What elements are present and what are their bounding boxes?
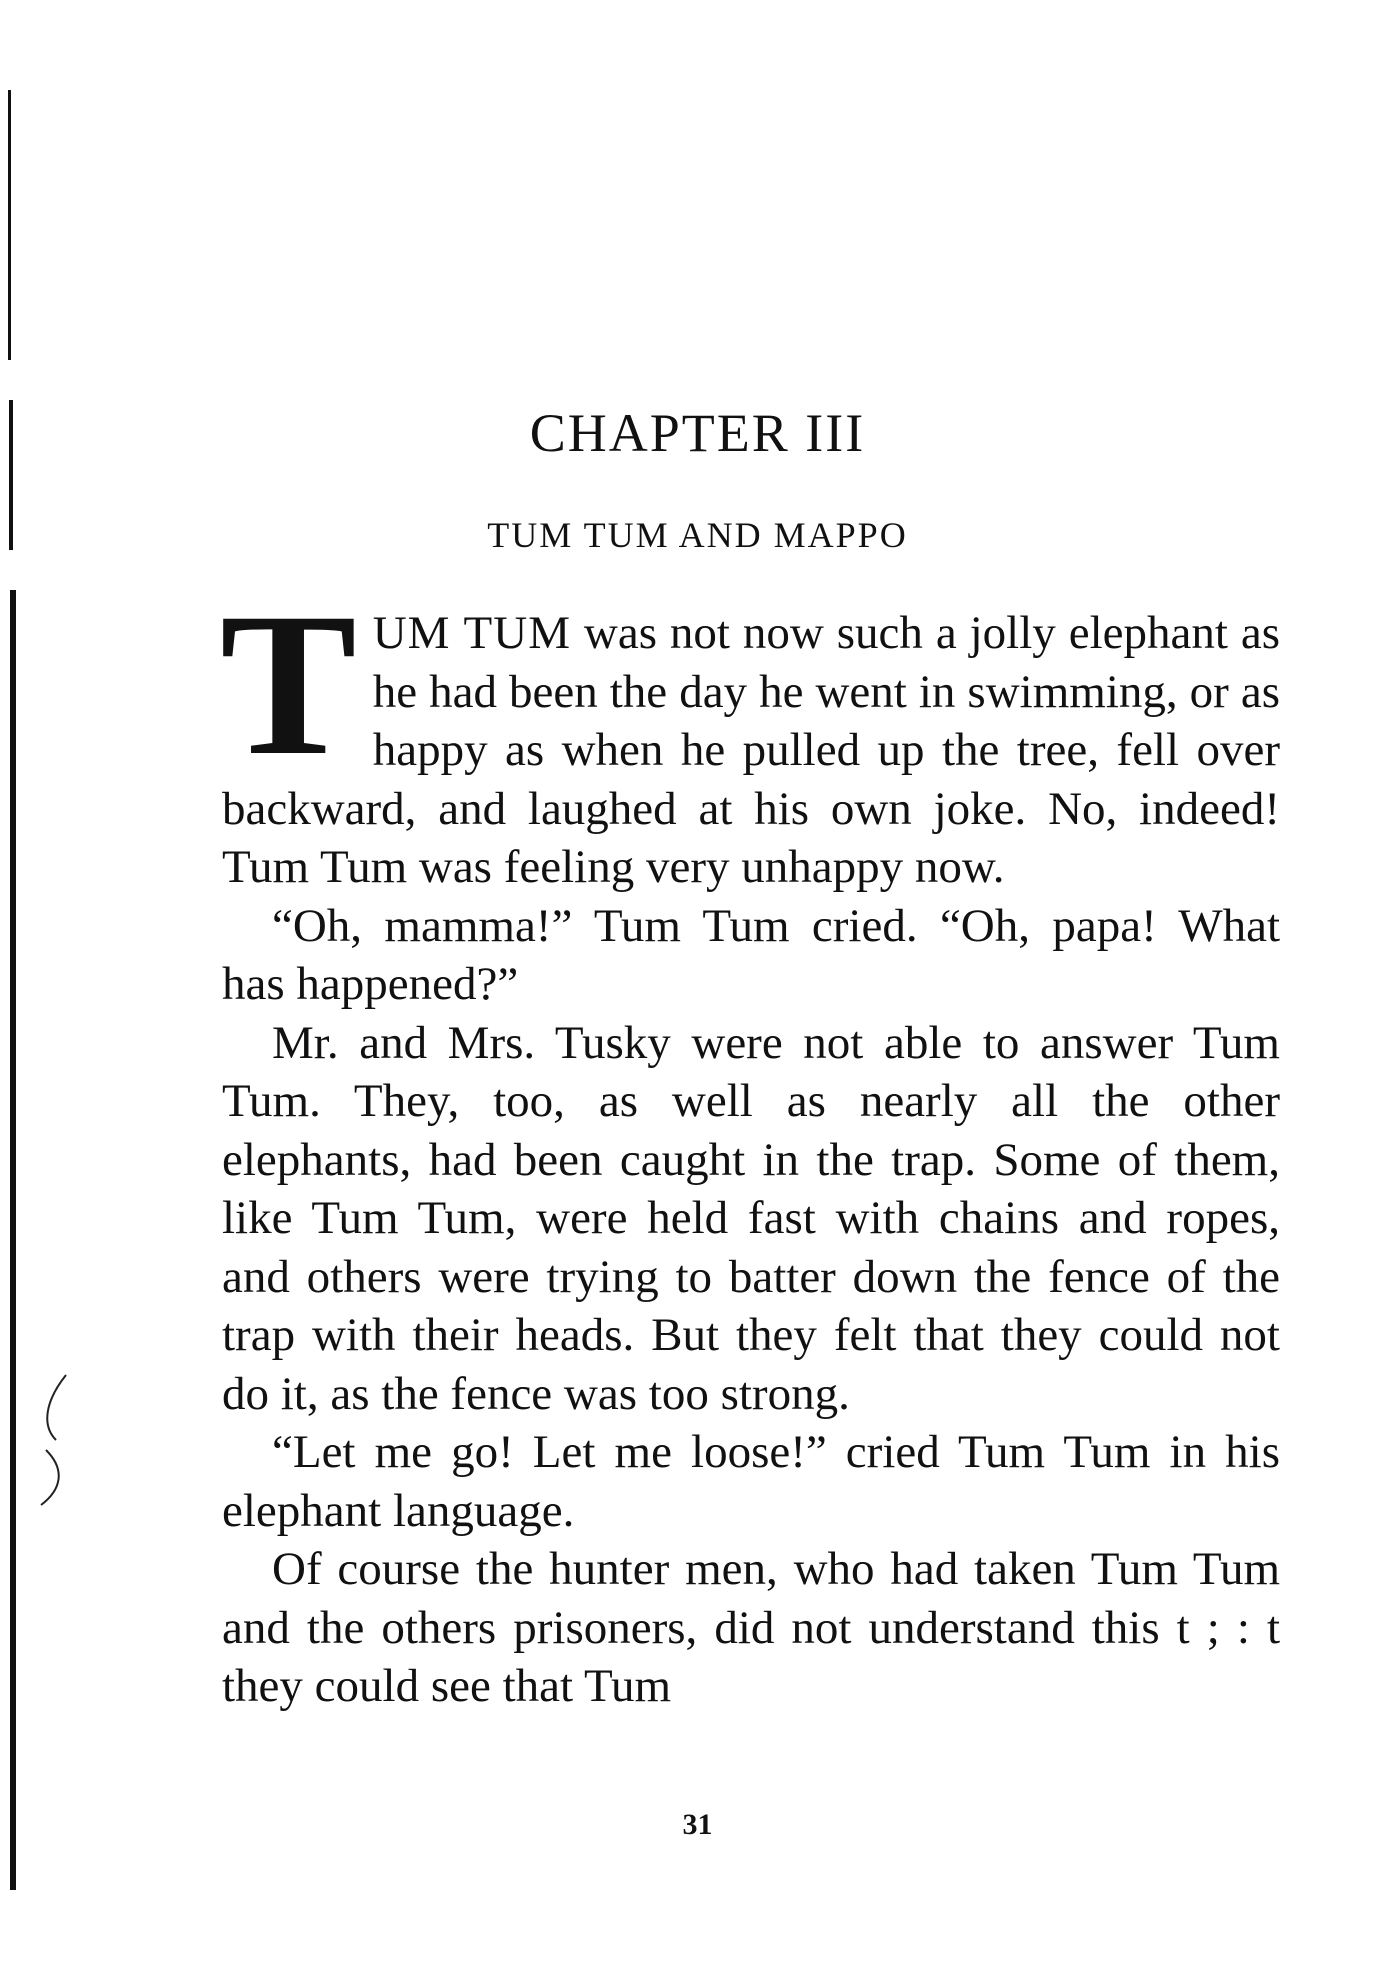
binding-curl-mark: [26, 1370, 76, 1510]
drop-cap: T: [220, 571, 357, 798]
paragraph-text: was not now such a jolly elephant as he had been the day he went in swimming, or as happy as when he pulled up the tree, fell over backward, and laughed at his own joke. No, indeed! Tum Tum was feeling very unhappy now.: [222, 607, 1280, 893]
paragraph: “Oh, mamma!” Tum Tum cried. “Oh, papa! What has happened?”: [222, 899, 1280, 1010]
chapter-body: [220, 571, 1280, 1716]
page-number: 31: [682, 1808, 713, 1841]
binding-mark: [10, 590, 16, 1890]
chapter-heading: CHAPTER III: [529, 403, 866, 463]
binding-edge: [0, 0, 70, 1967]
binding-mark: [8, 90, 11, 360]
paragraph: Of course the hunter men, who had taken Tum Tum and the others prisoners, did not understand this t ; : t they could see that Tum: [222, 1543, 1280, 1712]
paragraph-lead: UM TUM: [372, 607, 571, 659]
paragraph: [220, 571, 1280, 897]
chapter-title: TUM TUM AND MAPPO: [487, 515, 908, 555]
paragraph: “Let me go! Let me loose!” cried Tum Tum in his elephant language.: [222, 1426, 1280, 1537]
paragraph: Mr. and Mrs. Tusky were not able to answer Tum Tum. They, too, as well as nearly all the other elephants, had been caught in the trap. Some of them, like Tum Tum, were held fast with chains and ropes, and others were trying to batter down the fence of the trap with their heads. But they felt that they could not do it, as the fence was too strong.: [222, 1016, 1280, 1420]
